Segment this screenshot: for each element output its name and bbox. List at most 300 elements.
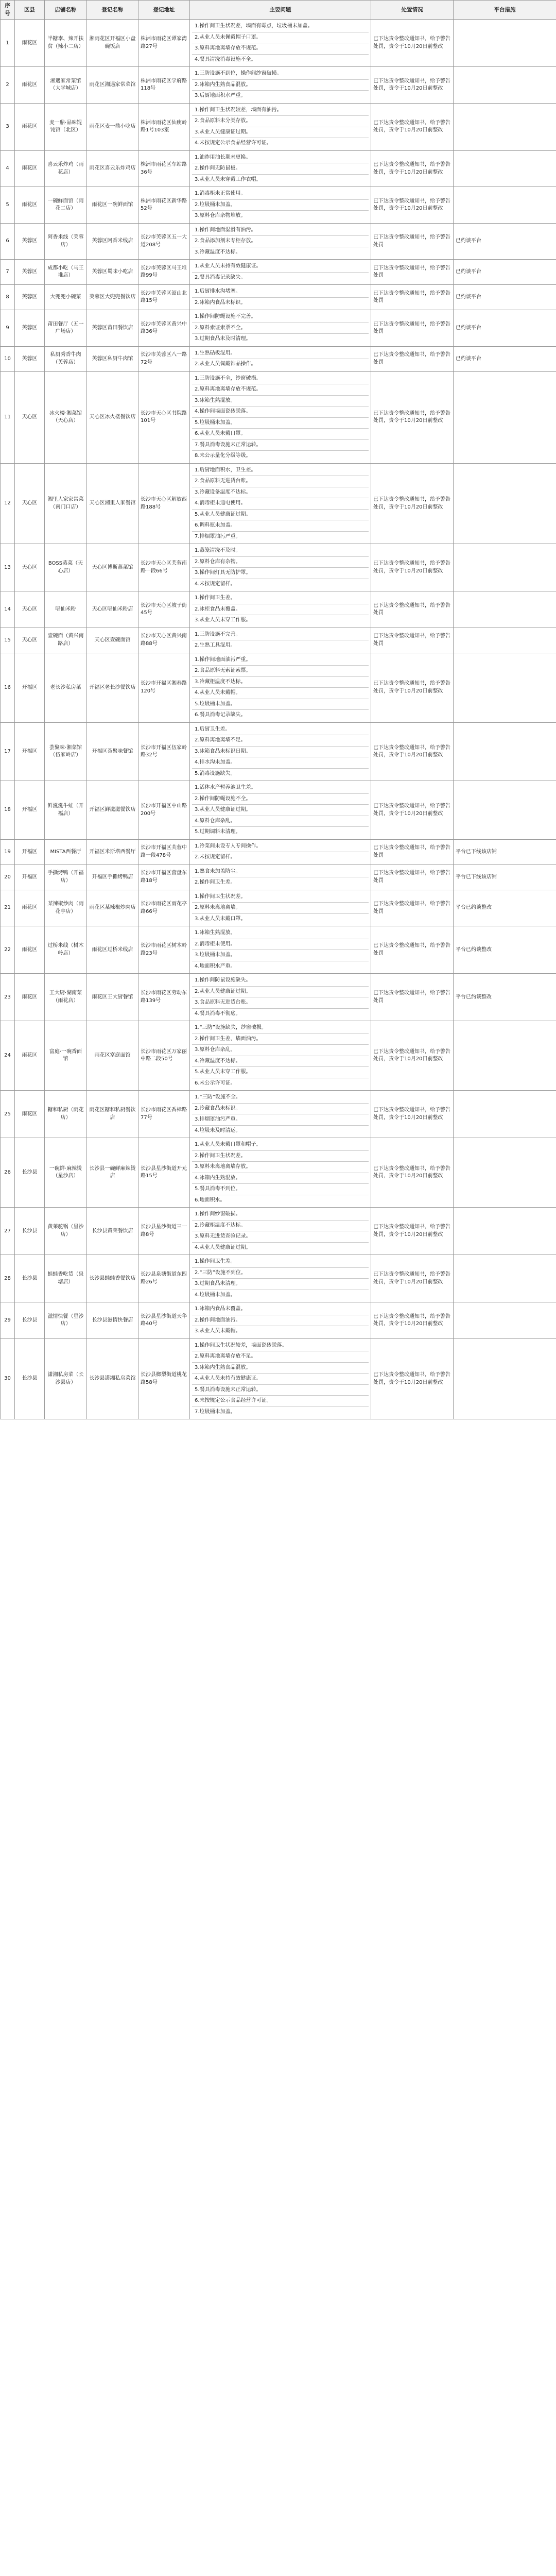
issue-item: 2.原料索证索票不全。 [192,323,369,334]
issue-item: 2.操作间卫生差。 [195,879,236,886]
row-registered-address: 长沙市雨花区万家丽中路二段50号 [138,1021,190,1091]
row-registered-name: 雨花区一碗鲜面馆 [87,187,138,224]
issue-item: 5.消毒设施缺失。 [195,770,236,776]
issue-item: 1.三防设施不完善。 [192,630,369,641]
row-registered-name: 雨花区王大厨餐馆 [87,974,138,1021]
row-index: 14 [1,591,15,628]
row-registered-address: 长沙县星沙街道天华路40号 [138,1302,190,1339]
issue-item: 2.“三防”设施不到位。 [192,1268,369,1279]
row-registered-address: 长沙市开福区营盘东路18号 [138,865,190,890]
row-platform-measures: 平台已约谈整改 [454,926,556,974]
table-row [1,260,556,285]
issue-item: 4.从业人员健康证过期。 [195,1244,251,1250]
table-row [1,628,556,653]
issue-item: 1.后厨卫生差。 [192,724,369,736]
table-header-row [1,1,556,20]
row-district: 雨花区 [15,187,45,224]
row-district: 开福区 [15,781,45,840]
row-registered-name: 芙蓉区大兜兜餐饮店 [87,285,138,310]
row-index: 7 [1,260,15,285]
issue-item: 4.消毒柜未通电使用。 [192,498,369,510]
row-main-issues [190,1255,371,1302]
row-platform-measures [454,653,556,722]
row-index: 28 [1,1255,15,1302]
row-index: 18 [1,781,15,840]
issue-item: 6.调料瓶未加盖。 [192,520,369,532]
row-registered-name: 长沙县蛙蛙香餐饮店 [87,1255,138,1302]
issue-item: 3.过期食品未清理。 [192,1279,369,1290]
row-platform-measures [454,628,556,653]
row-registered-name: 长沙县滋情快餐店 [87,1302,138,1339]
table-row [1,346,556,371]
issue-item: 2.原料离地离墙存放不规范。 [192,384,369,396]
row-district: 长沙县 [15,1302,45,1339]
issue-item: 3.排烟罩油污严重。 [192,1114,369,1126]
row-registered-address: 长沙市天心区芙蓉南路一段66号 [138,544,190,591]
row-platform-measures [454,1338,556,1419]
issue-item: 1.“三防”设施不全。 [192,1092,369,1104]
table-row [1,544,556,591]
row-index: 17 [1,722,15,781]
row-registered-address: 株洲市雨花区车站路36号 [138,150,190,187]
row-main-issues [190,20,371,67]
row-disposal: 已下达责令整改通知书，给予警告处罚 [371,926,454,974]
row-disposal: 已下达责令整改通知书，给予警告处罚 [371,974,454,1021]
row-index: 29 [1,1302,15,1339]
issue-item: 3.冰箱内生熟食品混放。 [192,1363,369,1374]
row-registered-name: 开福区荟聚味餐馆 [87,722,138,781]
row-index: 26 [1,1138,15,1208]
row-district: 长沙县 [15,1138,45,1208]
row-platform-measures: 已约谈平台 [454,346,556,371]
issue-item: 2.冰柜食品未覆盖。 [192,604,369,616]
row-shop-name: 阿香米线（芙蓉店） [45,223,87,260]
row-index: 8 [1,285,15,310]
issue-item: 1.三防设施不到位，操作间纱窗破损。 [192,69,369,80]
row-registered-address: 株洲市雨花区新华路52号 [138,187,190,224]
issue-item: 1.消毒柜未正常使用。 [192,189,369,200]
row-platform-measures [454,1138,556,1208]
row-shop-name: 喜云乐炸鸡（雨花店） [45,150,87,187]
row-index: 16 [1,653,15,722]
issue-item: 3.从业人员未戴帽。 [195,1328,241,1334]
row-registered-name: 雨花区富庭面馆 [87,1021,138,1091]
issue-item: 3.垃圾桶未加盖。 [192,950,369,961]
row-disposal: 已下达责令整改通知书，给予警告处罚，责令于10月20日前整改 [371,1091,454,1138]
row-platform-measures: 已约谈平台 [454,310,556,347]
row-district: 开福区 [15,722,45,781]
row-index: 10 [1,346,15,371]
row-disposal: 已下达责令整改通知书，给予警告处罚，责令于10月20日前整改 [371,1021,454,1091]
row-registered-name: 雨花区糖和私厨餐饮店 [87,1091,138,1138]
row-district: 雨花区 [15,974,45,1021]
row-district: 芙蓉区 [15,346,45,371]
row-platform-measures: 平台已下线该店铺 [454,839,556,865]
issue-item: 3.后厨地面积水严重。 [195,93,246,99]
issue-item: 6.地面积水。 [195,1197,225,1203]
issue-item: 2.原料仓库有杂物。 [192,557,369,568]
row-shop-name: 老长沙私房菜 [45,653,87,722]
row-district: 芙蓉区 [15,260,45,285]
table-row [1,20,556,67]
row-district: 长沙县 [15,1208,45,1255]
row-platform-measures [454,187,556,224]
row-registered-address: 长沙县泉塘街道东四路26号 [138,1255,190,1302]
row-index: 11 [1,371,15,463]
row-shop-name: 莆田餐厅（五一广场店） [45,310,87,347]
issue-item: 1.操作间地面油污严重。 [192,655,369,666]
issue-item: 2.操作间无防鼠板。 [192,163,369,175]
issue-item: 2.操作间卫生差，墙面油污。 [192,1034,369,1045]
issue-item: 5.从业人员健康证过期。 [192,510,369,521]
row-registered-address: 长沙市雨花区香樟路77号 [138,1091,190,1138]
row-main-issues [190,103,371,150]
issue-item: 3.从业人员未穿工作服。 [195,617,251,623]
issue-item: 2.冰箱内食品未标识。 [195,299,246,306]
row-index: 6 [1,223,15,260]
issue-item: 1.从业人员未戴口罩和帽子。 [192,1140,369,1151]
issue-item: 1.从业人员未持有效健康证。 [192,261,369,273]
issue-item: 4.从业人员未戴帽。 [192,688,369,699]
table-row [1,1338,556,1419]
row-disposal: 已下达责令整改通知书，给予警告处罚，责令于10月20日前整改 [371,1302,454,1339]
issue-item: 1.蒸笼清洗不及时。 [192,546,369,557]
row-registered-name: 开福区手撕烤鸭店 [87,865,138,890]
issue-item: 4.垃圾未及时清运。 [195,1127,241,1133]
issue-item: 5.垃圾桶未加盖。 [192,418,369,429]
issue-item: 1.三防设施不全，纱窗破损。 [192,374,369,385]
row-shop-name: 荟聚味·湘菜馆（伍家岭店） [45,722,87,781]
row-shop-name: 唱仙米粉 [45,591,87,628]
table-row [1,865,556,890]
row-disposal: 已下达责令整改通知书，给予警告处罚 [371,628,454,653]
row-platform-measures: 平台已约谈整改 [454,974,556,1021]
row-disposal: 已下达责令整改通知书，给予警告处罚，责令于10月20日前整改 [371,20,454,67]
issue-item: 2.冰箱内生熟食品混放。 [192,80,369,91]
row-platform-measures [454,1208,556,1255]
issue-item: 3.过期食品未及时清理。 [195,336,251,342]
header-shop-name: 店铺名称 [45,1,87,20]
row-platform-measures: 平台已约谈整改 [454,890,556,926]
row-registered-address: 长沙市天心区黄兴南路88号 [138,628,190,653]
issue-item: 2.食品添加剂未专柜存放。 [192,236,369,247]
row-disposal: 已下达责令整改通知书，给予警告处罚 [371,346,454,371]
issue-item: 3.冷藏设备温度不达标。 [192,487,369,499]
row-district: 开福区 [15,865,45,890]
row-district: 长沙县 [15,1255,45,1302]
row-platform-measures: 平台已下线该店铺 [454,865,556,890]
row-platform-measures [454,1255,556,1302]
row-index: 4 [1,150,15,187]
row-main-issues [190,1091,371,1138]
row-registered-name: 雨花区某辣椒炒肉店 [87,890,138,926]
row-index: 15 [1,628,15,653]
row-main-issues [190,974,371,1021]
row-platform-measures [454,103,556,150]
row-platform-measures [454,371,556,463]
row-main-issues [190,544,371,591]
row-index: 22 [1,926,15,974]
row-index: 13 [1,544,15,591]
row-index: 21 [1,890,15,926]
row-main-issues [190,223,371,260]
row-district: 长沙县 [15,1338,45,1419]
row-disposal: 已下达责令整改通知书，给予警告处罚 [371,310,454,347]
row-main-issues [190,1302,371,1339]
issue-item: 4.餐具消毒不彻底。 [195,1010,241,1016]
issue-item: 7.排烟罩油污严重。 [195,533,241,539]
table-row [1,1091,556,1138]
table-row [1,653,556,722]
row-district: 雨花区 [15,20,45,67]
issue-item: 3.从业人员未戴口罩。 [195,916,246,922]
issue-item: 3.原料未离地离墙存放。 [192,1162,369,1173]
issue-item: 6.从业人员未戴口罩。 [192,429,369,440]
row-platform-measures [454,67,556,104]
row-shop-name: 湘里人家家常菜（南门口店） [45,463,87,544]
row-shop-name: MISTA西餐厅 [45,839,87,865]
row-platform-measures [454,781,556,840]
issue-item: 4.排水沟未加盖。 [192,757,369,769]
row-disposal: 已下达责令整改通知书，给予警告处罚，责令于10月20日前整改 [371,150,454,187]
row-main-issues [190,926,371,974]
issue-item: 2.从业人员佩戴饰品操作。 [195,361,256,367]
row-platform-measures [454,1021,556,1091]
row-shop-name: 黄莱驼锅（星沙店） [45,1208,87,1255]
issue-item: 6.餐具消毒记录缺失。 [195,712,246,718]
row-district: 天心区 [15,371,45,463]
issue-item: 1.操作间卫生状况较差，墙面有油污。 [192,105,369,116]
row-registered-address: 长沙县星沙街道三一路8号 [138,1208,190,1255]
issue-item: 4.未按规定公示食品经营许可证。 [195,140,272,146]
row-registered-name: 天心区壹碗面馆 [87,628,138,653]
row-main-issues [190,1208,371,1255]
row-main-issues [190,187,371,224]
header-main-issues: 主要问题 [190,1,371,20]
issue-item: 5.垃圾桶未加盖。 [192,699,369,710]
row-registered-name: 芙蓉区蜀味小吃店 [87,260,138,285]
issue-item: 2.食品原料无进货台账。 [192,476,369,487]
table-row [1,187,556,224]
row-registered-address: 长沙县榔梨街道桃花路58号 [138,1338,190,1419]
row-shop-name: 半糖李、辣开扶贫（辣小二店） [45,20,87,67]
row-index: 25 [1,1091,15,1138]
issue-item: 1.活体水产暂养池卫生差。 [192,783,369,794]
table-row [1,722,556,781]
row-shop-name: 一碗鲜面馆（雨花二店） [45,187,87,224]
row-index: 9 [1,310,15,347]
issue-item: 2.操作间卫生状况差。 [192,1151,369,1162]
row-main-issues [190,371,371,463]
issue-item: 5.从业人员未穿工作服。 [192,1067,369,1078]
row-shop-name: 糖和私厨（雨花店） [45,1091,87,1138]
row-main-issues [190,1138,371,1208]
row-main-issues [190,150,371,187]
issue-item: 1.冰箱生熟混放。 [192,928,369,939]
issue-item: 3.冷藏温度不达标。 [195,249,241,255]
issue-item: 2.操作间防蝇设施不全。 [192,794,369,805]
row-registered-name: 长沙县黄莱餐饮店 [87,1208,138,1255]
row-index: 23 [1,974,15,1021]
header-disposal: 处置情况 [371,1,454,20]
issue-item: 1.操作间卫生状况差。 [192,892,369,903]
row-index: 27 [1,1208,15,1255]
row-district: 雨花区 [15,103,45,150]
row-registered-address: 长沙市开福区芙蓉中路一段478号 [138,839,190,865]
row-disposal: 已下达责令整改通知书，给予警告处罚，责令于10月20日前整改 [371,781,454,840]
issue-item: 5.餐具消毒设施未正常运转。 [192,1385,369,1396]
row-index: 20 [1,865,15,890]
row-registered-name: 天心区冰火楼餐饮店 [87,371,138,463]
issue-item: 3.原料无进货查验记录。 [192,1231,369,1243]
row-registered-address: 长沙市天心区书院路101号 [138,371,190,463]
row-index: 24 [1,1021,15,1091]
header-platform-measures: 平台措施 [454,1,556,20]
row-main-issues [190,310,371,347]
row-registered-address: 长沙市天心区坡子街45号 [138,591,190,628]
issue-item: 2.未按规定留样。 [195,854,236,860]
issue-item: 3.原料仓库杂物堆放。 [195,213,246,219]
row-shop-name: 麦一鼎·品味馄饨馆（北区） [45,103,87,150]
row-shop-name: 滋情快餐（星沙店） [45,1302,87,1339]
issue-item: 5.餐具消毒不到位。 [192,1184,369,1195]
issue-item: 4.冷藏温度不达标。 [192,1056,369,1067]
row-disposal: 已下达责令整改通知书，给予警告处罚，责令于10月20日前整改 [371,1338,454,1419]
table-row [1,1138,556,1208]
row-district: 雨花区 [15,1091,45,1138]
row-index: 12 [1,463,15,544]
issue-item: 2.原料离地离墙存放不足。 [192,1351,369,1363]
row-district: 雨花区 [15,926,45,974]
row-registered-name: 开福区老长沙餐饮店 [87,653,138,722]
row-main-issues [190,628,371,653]
row-district: 雨花区 [15,890,45,926]
issue-item: 4.地面积水严重。 [195,963,236,969]
row-shop-name: 王大厨·湖南菜（雨花店） [45,974,87,1021]
row-district: 天心区 [15,544,45,591]
row-registered-address: 长沙市雨花区劳动东路139号 [138,974,190,1021]
row-registered-address: 长沙市芙蓉区五一大道208号 [138,223,190,260]
issue-item: 3.冰箱生熟混放。 [192,396,369,407]
row-registered-name: 芙蓉区私厨牛肉馆 [87,346,138,371]
issue-item: 1.熟食未加盖防尘。 [192,867,369,878]
issue-item: 2.食品原料无索证索票。 [192,666,369,677]
issue-item: 1.冷菜间未设专人专间操作。 [192,841,369,853]
issue-item: 6.未公示许可证。 [195,1080,236,1086]
row-shop-name: 冰火楼·湘菜馆（天心店） [45,371,87,463]
issue-item: 2.从业人员健康证过期。 [192,987,369,998]
row-registered-name: 芙蓉区阿香米线店 [87,223,138,260]
issue-item: 4.垃圾桶未加盖。 [195,1292,236,1298]
row-district: 开福区 [15,653,45,722]
row-registered-name: 雨花区喜云乐炸鸡店 [87,150,138,187]
row-index: 3 [1,103,15,150]
row-platform-measures: 已约谈平台 [454,260,556,285]
row-shop-name: 一碗鲜·麻辣烫（星沙店） [45,1138,87,1208]
row-disposal: 已下达责令整改通知书，给予警告处罚，责令于10月20日前整改 [371,103,454,150]
row-registered-address: 长沙市芙蓉区八一路72号 [138,346,190,371]
row-shop-name: 蛙蛙香吃货（泉塘店） [45,1255,87,1302]
row-main-issues [190,1021,371,1091]
issue-item: 2.操作间地面油污。 [192,1315,369,1327]
row-registered-address: 长沙县星沙街道开元路15号 [138,1138,190,1208]
issue-item: 3.食品原料无进货台账。 [192,997,369,1009]
row-shop-name: 私厨秀香牛肉（芙蓉店） [45,346,87,371]
row-disposal: 已下达责令整改通知书，给予警告处罚 [371,591,454,628]
row-shop-name: BOSS蒸菜（天心店） [45,544,87,591]
row-registered-address: 长沙市芙蓉区黄兴中路36号 [138,310,190,347]
row-registered-name: 芙蓉区莆田餐饮店 [87,310,138,347]
issue-item: 4.冰箱内生熟混放。 [192,1173,369,1184]
row-platform-measures [454,591,556,628]
row-registered-address: 长沙市雨花区树木岭路23号 [138,926,190,974]
row-index: 19 [1,839,15,865]
issue-item: 1.操作间地面湿滑有油污。 [192,225,369,236]
issue-item: 3.原料离地离墙存放不规范。 [192,43,369,55]
table-row [1,1302,556,1339]
row-main-issues [190,781,371,840]
row-platform-measures [454,463,556,544]
table-row [1,839,556,865]
row-district: 芙蓉区 [15,285,45,310]
row-registered-address: 长沙市天心区解放西路188号 [138,463,190,544]
issue-item: 1.操作间卫生差。 [192,1257,369,1268]
issue-item: 2.原料离地离墙不足。 [192,735,369,747]
row-district: 雨花区 [15,1021,45,1091]
row-disposal: 已下达责令整改通知书，给予警告处罚 [371,865,454,890]
row-platform-measures [454,20,556,67]
issue-item: 1.操作间卫生状况较差，墙面瓷砖脱落。 [192,1341,369,1352]
issue-item: 3.冷藏柜温度不达标。 [192,677,369,688]
issue-item: 2.冷藏柜温度不达标。 [192,1221,369,1232]
issue-item: 1.“三防”设施缺失，纱窗破损。 [192,1023,369,1034]
row-registered-name: 湘雨花区开福区小盘碗饭店 [87,20,138,67]
row-disposal: 已下达责令整改通知书，给予警告处罚 [371,285,454,310]
row-disposal: 已下达责令整改通知书，给予警告处罚 [371,260,454,285]
issue-item: 3.冰箱食品未标识日期。 [192,747,369,758]
table-row [1,890,556,926]
row-disposal: 已下达责令整改通知书，给予警告处罚 [371,839,454,865]
row-shop-name: 某辣椒炒肉（雨花亭店） [45,890,87,926]
table-row [1,310,556,347]
table-row [1,974,556,1021]
table-row [1,67,556,104]
row-disposal: 已下达责令整改通知书，给予警告处罚，责令于10月20日前整改 [371,722,454,781]
row-shop-name: 湘遇家常菜馆（大学城店） [45,67,87,104]
row-main-issues [190,865,371,890]
table-row [1,103,556,150]
row-index: 30 [1,1338,15,1419]
row-shop-name: 鲜滋滋牛蛙（开福店） [45,781,87,840]
row-registered-name: 天心区湘里人家餐馆 [87,463,138,544]
issue-item: 3.操作间灯具无防护罩。 [192,568,369,579]
row-district: 雨花区 [15,150,45,187]
row-main-issues [190,653,371,722]
table-body [1,20,556,1419]
header-registered-address: 登记地址 [138,1,190,20]
issue-item: 1.操作间卫生差。 [192,593,369,604]
issue-item: 2.原料未离地离墙。 [192,903,369,914]
row-district: 天心区 [15,463,45,544]
issue-item: 4.未按规定留样。 [195,581,236,587]
row-registered-address: 长沙市芙蓉区韶山北路15号 [138,285,190,310]
header-index: 序号 [1,1,15,20]
row-registered-address: 长沙市开福区湘春路120号 [138,653,190,722]
row-platform-measures: 已约谈平台 [454,285,556,310]
table-row [1,463,556,544]
row-main-issues [190,722,371,781]
row-disposal: 已下达责令整改通知书，给予警告处罚 [371,890,454,926]
